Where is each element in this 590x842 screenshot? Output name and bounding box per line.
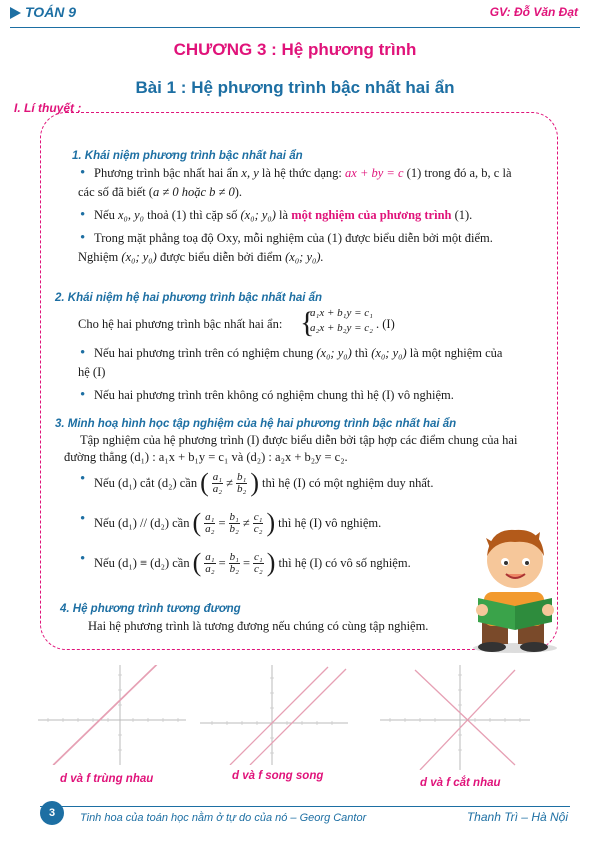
chapter-title: CHƯƠNG 3 : Hệ phương trình: [173, 40, 417, 59]
footer-quote: Tinh hoa của toán học nằm ở tự do của nó – Georg Cantor: [80, 812, 367, 824]
graph-parallel: [200, 665, 348, 765]
s1-heading: 1. Khái niệm phương trình bậc nhất hai ẩn: [72, 150, 303, 162]
s2-system: [300, 306, 373, 339]
s2-content: [78, 344, 558, 405]
s3-case-2: • Nếu (d₁) // (d₂) cần ( $\frac{\text{a₁}}{\text{a₂}}$ = $\frac{\text{b₁}}{\text{b₂}}$ ≠ $\frac{\text{c₁}}{\text{c₂}}$ ) thì hệ (I) vô nghiệm.: [78, 510, 381, 536]
s2-intro: Cho hệ hai phương trình bậc nhất hai ẩn:: [78, 317, 283, 331]
header-subject: TOÁN 9: [10, 4, 76, 20]
s3-heading: 3. Minh hoạ hình học tập nghiệm của hệ hai phương trình bậc nhất hai ẩn: [55, 418, 457, 430]
frac-a1-a2: $\frac{\text{a₁}}{\text{a₂}}$: [212, 470, 223, 495]
s3-case-1: • Nếu (d₁) cắt (d₂) cần ( $\frac{\text{a₁}}{\text{a₂}}$ ≠ $\frac{\text{b₁}}{\text{b₂}}$ ) thì hệ (I) có một nghiệm duy nhất.: [78, 470, 433, 496]
caption-coincident: d và f trùng nhau: [60, 773, 154, 785]
frac-b1-b2: $\frac{\text{b₁}}{\text{b₂}}$: [236, 470, 247, 495]
caption-intersecting: d và f cắt nhau: [420, 777, 501, 789]
s2-bullet-2: • Nếu hai phương trình trên không có nghiệm chung thì hệ (I) vô nghiệm.: [78, 386, 558, 405]
header-divider: [10, 27, 580, 28]
section-theory-heading: I. Lí thuyết :: [14, 101, 82, 115]
s4-text: Hai hệ phương trình là tương đương nếu chúng có cùng tập nghiệm.: [88, 619, 429, 633]
s1-bullet-2: • Nếu x₀, y₀ thoả (1) thì cặp số (x₀; y₀) là một nghiệm của phương trình (1).: [78, 206, 558, 225]
s1-bullet-1: • Phương trình bậc nhất hai ẩn x, y là hệ thức dạng: ax + by = c (1) trong đó a, b, c là các số đã biết (a ≠ 0 hoặc b ≠ 0).: [78, 164, 558, 202]
lesson-title: Bài 1 : Hệ phương trình bậc nhất hai ẩn: [135, 78, 455, 97]
header-author: GV: Đỗ Văn Đạt: [489, 5, 578, 19]
s2-eq-1: a₁x + b₁y = c₁: [310, 307, 373, 319]
s1-content: [78, 164, 558, 267]
play-triangle-icon: [10, 7, 21, 19]
caption-parallel: d và f song song: [232, 770, 324, 782]
page-number: 3: [40, 801, 64, 825]
s2-bullet-1: • Nếu hai phương trình trên có nghiệm chung (x₀; y₀) thì (x₀; y₀) là một nghiệm của hệ (I): [78, 344, 558, 382]
s2-heading: 2. Khái niệm hệ hai phương trình bậc nhất hai ẩn: [55, 292, 323, 304]
s3-paragraph: Tập nghiệm của hệ phương trình (I) được biểu diễn bởi tập hợp các điểm chung của hai đường thẳng (d₁) : a₁x + b₁y = c₁ và (d₂) : a₂x + b₂y = c₂.: [64, 433, 518, 464]
graph-intersecting: [380, 665, 530, 770]
graph-coincident: [38, 665, 186, 765]
footer-place: Thanh Trì – Hà Nội: [466, 810, 568, 824]
s2-eq-2: a₂x + b₂y = c₂: [310, 322, 373, 334]
boy-reading-illustration: [460, 520, 570, 655]
s3-case-3: • Nếu (d₁) ≡ (d₂) cần ( $\frac{\text{a₁}}{\text{a₂}}$ = $\frac{\text{b₁}}{\text{b₂}}$ = $\frac{\text{c₁}}{\text{c₂}}$ ) thì hệ (I) có vô số nghiệm.: [78, 550, 411, 576]
s2-tag: . (I): [376, 317, 395, 331]
footer-divider: [40, 806, 570, 807]
brace-icon: {: [300, 306, 315, 339]
s4-heading: 4. Hệ phương trình tương đương: [60, 603, 241, 615]
s1-bullet-3: • Trong mặt phẳng toạ độ Oxy, mỗi nghiệm của (1) được biểu diễn bởi một điểm. Nghiệm (x₀; y₀) được biểu diễn bởi điểm (x₀; y₀).: [78, 229, 558, 267]
